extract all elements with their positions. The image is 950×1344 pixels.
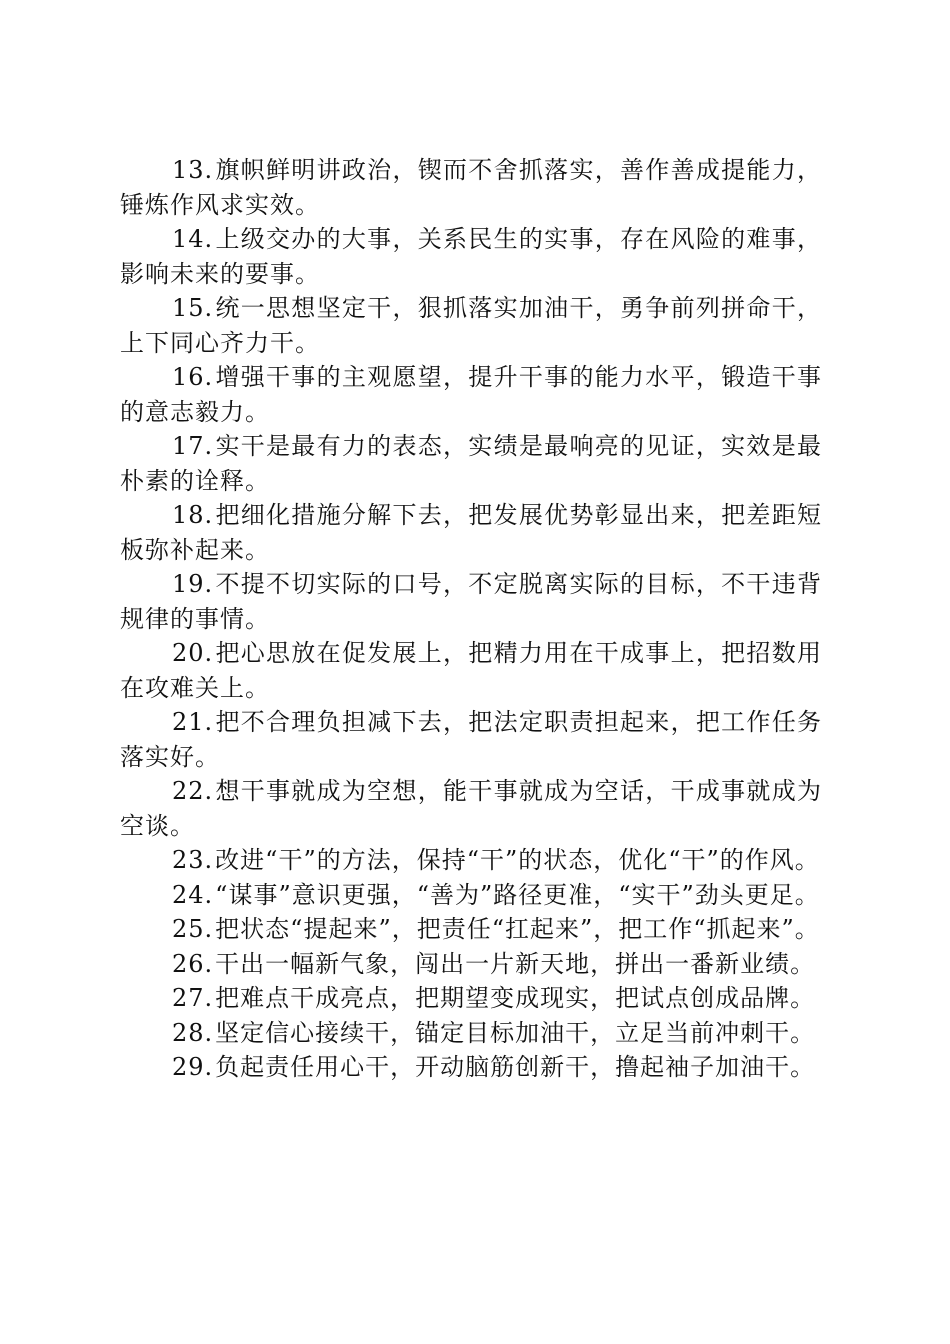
item-number: 15. bbox=[172, 294, 214, 322]
item-number: 28. bbox=[172, 1018, 214, 1047]
list-item bbox=[120, 429, 822, 498]
item-text: 把细化措施分解下去，把发展优势彰显出来，把差距短板弥补起来。 bbox=[120, 501, 822, 564]
item-number: 19. bbox=[172, 570, 214, 598]
list-item bbox=[120, 567, 822, 636]
item-text: 把不合理负担减下去，把法定职责担起来，把工作任务落实好。 bbox=[120, 708, 822, 771]
list-item bbox=[120, 498, 822, 567]
list-item bbox=[120, 222, 822, 291]
list-item bbox=[120, 153, 822, 222]
item-number: 24. bbox=[172, 880, 214, 909]
item-text: 想干事就成为空想，能干事就成为空话，干成事就成为空谈。 bbox=[120, 777, 822, 840]
item-number: 16. bbox=[172, 363, 214, 391]
item-text: 增强干事的主观愿望，提升干事的能力水平，锻造干事的意志毅力。 bbox=[120, 363, 822, 426]
item-text: 旗帜鲜明讲政治，锲而不舍抓落实，善作善成提能力，锤炼作风求实效。 bbox=[120, 156, 822, 219]
list-item bbox=[120, 291, 822, 360]
item-text: 把心思放在促发展上，把精力用在干成事上，把招数用在攻难关上。 bbox=[120, 639, 822, 702]
item-number: 29. bbox=[172, 1053, 214, 1081]
item-number: 26. bbox=[172, 949, 214, 978]
list-item bbox=[120, 981, 822, 1016]
item-number: 20. bbox=[172, 639, 214, 667]
list-item bbox=[120, 843, 822, 878]
list-item bbox=[120, 947, 822, 982]
item-number: 23. bbox=[172, 846, 214, 874]
list-item bbox=[120, 705, 822, 774]
list-item bbox=[120, 1050, 822, 1085]
item-number: 27. bbox=[172, 984, 214, 1012]
item-text: 实干是最有力的表态，实绩是最响亮的见证，实效是最朴素的诠释。 bbox=[120, 432, 822, 495]
item-text: 改进“干”的方法，保持“干”的状态，优化“干”的作风。 bbox=[215, 846, 820, 874]
item-text: 统一思想坚定干，狠抓落实加油干，勇争前列拼命干，上下同心齐力干。 bbox=[120, 294, 822, 357]
item-text: 上级交办的大事，关系民生的实事，存在风险的难事，影响未来的要事。 bbox=[120, 225, 822, 288]
item-text: 负起责任用心干，开动脑筋创新干，撸起袖子加油干。 bbox=[215, 1053, 816, 1081]
item-text: 把状态“提起来”，把责任“扛起来”，把工作“抓起来”。 bbox=[215, 915, 820, 943]
item-number: 17. bbox=[172, 432, 214, 460]
item-number: 13. bbox=[172, 156, 214, 184]
list-item bbox=[120, 360, 822, 429]
list-item bbox=[120, 774, 822, 843]
item-text: 不提不切实际的口号，不定脱离实际的目标，不干违背规律的事情。 bbox=[120, 570, 822, 633]
item-number: 22. bbox=[172, 777, 214, 805]
item-text: 坚定信心接续干，锚定目标加油干，立足当前冲刺干。 bbox=[215, 1018, 816, 1047]
list-item bbox=[120, 912, 822, 947]
document-body bbox=[120, 153, 822, 1085]
item-number: 21. bbox=[172, 708, 214, 736]
item-number: 18. bbox=[172, 501, 214, 529]
list-item bbox=[120, 636, 822, 705]
list-item bbox=[120, 878, 822, 913]
item-number: 25. bbox=[172, 915, 214, 943]
list-item bbox=[120, 1016, 822, 1051]
item-text: “谋事”意识更强，“善为”路径更准，“实干”劲头更足。 bbox=[215, 880, 820, 909]
item-text: 干出一幅新气象，闯出一片新天地，拼出一番新业绩。 bbox=[215, 949, 816, 978]
item-text: 把难点干成亮点，把期望变成现实，把试点创成品牌。 bbox=[215, 984, 816, 1012]
item-number: 14. bbox=[172, 225, 214, 253]
